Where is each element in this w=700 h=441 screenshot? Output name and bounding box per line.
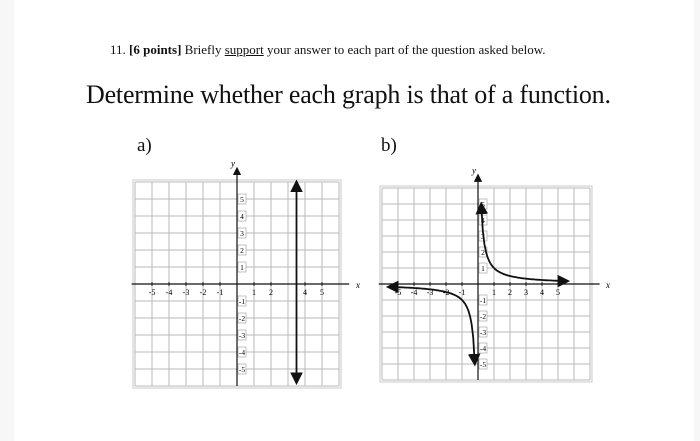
x-tick-label: 4 [540,288,544,297]
graph-a [135,160,365,390]
x-tick-label: -2 [199,288,207,297]
y-tick-label: 5 [240,195,244,204]
x-tick-label: -5 [148,288,156,297]
question-underlined-word: support [224,42,264,57]
x-tick-label: -5 [394,288,402,297]
x-tick-label: -1 [216,288,224,297]
x-tick-label: -4 [410,288,418,297]
x-tick-label: 2 [508,288,512,297]
y-tick-label: -1 [238,297,246,306]
question-post: your answer to each part of the question asked below. [266,42,546,57]
x-tick-label: -1 [458,288,466,297]
graph-b-svg [378,160,608,385]
y-tick-label: 2 [481,248,485,257]
question-text [110,42,546,58]
y-tick-label: 3 [240,229,244,238]
x-tick-label: 3 [524,288,528,297]
graph-b [378,160,608,390]
prompt-heading: Determine whether each graph is that of a function. [86,80,611,109]
x-axis-label: x [606,280,610,290]
y-tick-label: -5 [479,360,487,369]
x-tick-label: 5 [320,288,324,297]
question-points: [6 points] [129,42,182,57]
y-axis-label: y [231,158,235,169]
y-tick-label: 4 [481,216,485,225]
x-tick-label: -2 [442,288,450,297]
y-tick-label: -3 [479,328,487,337]
x-tick-label: 1 [252,288,256,297]
x-tick-label: 4 [303,288,307,297]
x-tick-label: -3 [182,288,190,297]
y-tick-label: 4 [240,212,244,221]
y-axis-label: y [472,165,476,176]
x-tick-label: 5 [556,288,560,297]
question-number: 11. [110,42,126,57]
y-tick-label: -3 [238,331,246,340]
x-tick-label: 2 [269,288,273,297]
y-tick-label: -2 [479,312,487,321]
y-tick-label: -4 [238,348,246,357]
y-tick-label: -4 [479,344,487,353]
x-tick-label: -4 [165,288,173,297]
x-tick-label: 1 [492,288,496,297]
part-b-label: b) [381,135,397,156]
graph-a-svg [135,160,365,385]
y-tick-label: -1 [479,296,487,305]
y-tick-label: -2 [238,314,246,323]
y-tick-label: 1 [481,264,485,273]
question-pre: Briefly [184,42,222,57]
x-tick-label: -3 [426,288,434,297]
y-tick-label: 3 [481,232,485,241]
y-tick-label: 5 [481,200,485,209]
y-tick-label: 1 [240,263,244,272]
y-tick-label: -5 [238,365,246,374]
y-tick-label: 2 [240,246,244,255]
x-axis-label: x [356,280,360,290]
part-a-label: a) [137,135,152,156]
